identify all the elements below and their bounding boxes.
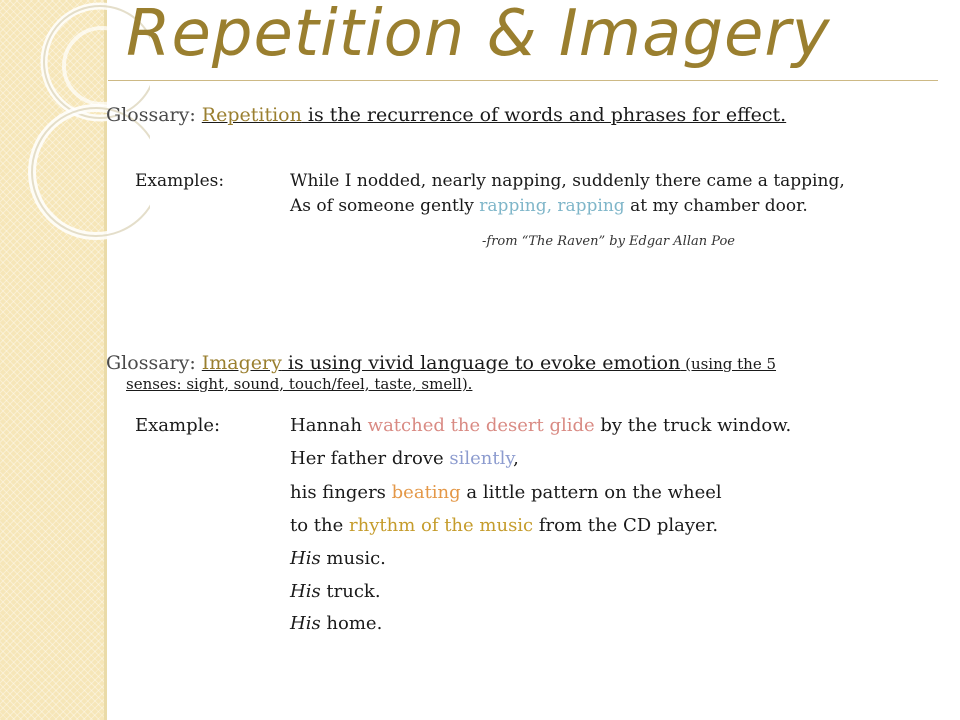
example-line-5: [290, 548, 386, 569]
slide-title: Repetition & Imagery: [126, 0, 831, 71]
example-line-1-end: by the truck window.: [594, 415, 792, 436]
glossary-label: Glossary:: [106, 352, 202, 374]
example-line-7: [290, 613, 382, 634]
glossary-note-continued: senses: sight, sound, touch/feel, taste, smell).: [126, 374, 473, 393]
example-line-2-start: Her father drove: [290, 448, 450, 469]
example-line-6: [290, 581, 381, 602]
example-line-2-end: ,: [513, 448, 519, 469]
repetition-highlight: rapping, rapping: [479, 196, 625, 216]
example-line-4: [290, 515, 718, 536]
example-line-6-rest: truck.: [320, 581, 381, 602]
example-line-1: [290, 415, 791, 436]
glossary-definition: is the recurrence of words and phrases for effect.: [301, 104, 787, 126]
example-line-5-italic: His: [290, 548, 321, 569]
rhythm-highlight: rhythm of the music: [349, 515, 534, 536]
glossary-term-repetition: Repetition: [201, 104, 302, 126]
title-divider: [108, 80, 938, 81]
glossary-repetition: [106, 104, 786, 127]
glossary-definition: is using vivid language to evoke emotion: [281, 352, 681, 374]
example-line-3-start: his fingers: [290, 482, 392, 503]
glossary-label: Glossary:: [106, 104, 202, 126]
example-line-2: [290, 448, 519, 469]
example-line-4-start: to the: [290, 515, 349, 536]
examples-label: Examples:: [135, 171, 225, 191]
sight-highlight: watched the desert glide: [367, 415, 595, 436]
example-line-6-italic: His: [290, 581, 321, 602]
glossary-note: (using the 5: [680, 355, 777, 373]
example-line-7-rest: home.: [320, 613, 383, 634]
poem-line-1: While I nodded, nearly napping, suddenly there came a tapping,: [290, 171, 845, 191]
poem-line-2: [290, 196, 808, 216]
glossary-term-imagery: Imagery: [201, 352, 282, 374]
example-line-7-italic: His: [290, 613, 321, 634]
sound-highlight: silently: [449, 448, 514, 469]
glossary-imagery: [106, 352, 956, 393]
touch-highlight: beating: [391, 482, 461, 503]
example-line-1-start: Hannah: [290, 415, 368, 436]
poem-line-2-start: As of someone gently: [290, 196, 480, 216]
example-line-4-end: from the CD player.: [533, 515, 719, 536]
poem-attribution: -from “The Raven” by Edgar Allan Poe: [482, 234, 735, 249]
example-line-3: [290, 482, 722, 503]
poem-line-2-end: at my chamber door.: [624, 196, 808, 216]
example-line-3-end: a little pattern on the wheel: [460, 482, 722, 503]
example-line-5-rest: music.: [320, 548, 386, 569]
example-label: Example:: [135, 415, 221, 436]
deco-ring-lower-edge: [32, 108, 150, 236]
